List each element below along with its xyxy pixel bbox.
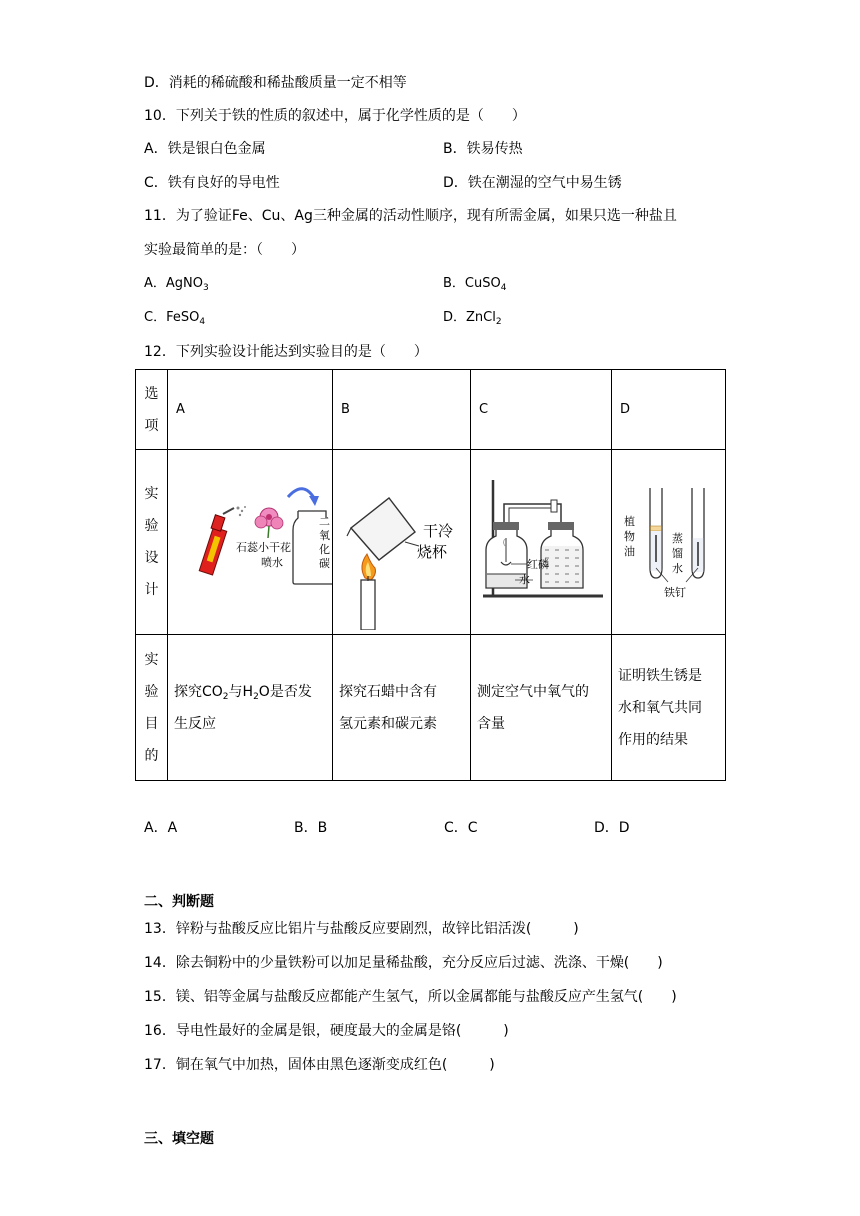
q12-option-a: A．A: [144, 820, 178, 836]
header-c: C: [471, 370, 612, 450]
q12-option-c: C．C: [444, 820, 478, 836]
q10-option-d: D．铁在潮湿的空气中易生锈: [443, 175, 622, 191]
q14-text: 14．除去铜粉中的少量铁粉可以加足量稀盐酸，充分反应后过滤、洗涤、干燥( ): [144, 955, 663, 971]
q10-option-a: A．铁是银白色金属: [144, 141, 266, 157]
q15-text: 15．镁、铝等金属与盐酸反应都能产生氢气，所以金属都能与盐酸反应产生氢气( ): [144, 989, 677, 1005]
q12-option-d: D．D: [594, 820, 630, 836]
svg-text:馏: 馏: [672, 547, 683, 560]
q11-stem-line2: 实验最简单的是：（ ）: [144, 242, 305, 258]
q11-option-a: A．AgNO$_3$: [144, 276, 209, 293]
label-iron-nail: 铁钉: [664, 586, 686, 599]
purpose-b: 探究石蜡中含有 氢元素和碳元素: [333, 635, 471, 781]
header-d: D: [612, 370, 726, 450]
label-spray-water: 喷水: [261, 556, 283, 569]
section-2-heading: 二、判断题: [144, 894, 214, 910]
header-b: B: [333, 370, 471, 450]
q10-option-c: C．铁有良好的导电性: [144, 175, 280, 191]
row-label-design: 实 验 设 计: [136, 450, 168, 635]
design-d-cell: [612, 450, 726, 635]
label-litmus-flower: 石蕊小干花: [236, 541, 291, 554]
label-water: 水: [519, 573, 530, 586]
q9-option-d: D．消耗的稀硫酸和稀盐酸质量一定不相等: [144, 75, 407, 91]
design-b-cell: [333, 450, 471, 635]
q11-stem-line1: 11．为了验证Fe、Cu、Ag三种金属的活动性顺序，现有所需金属，如果只选一种盐且: [144, 208, 677, 224]
svg-text:化: 化: [319, 543, 330, 556]
design-a-cell: [168, 450, 333, 635]
svg-text:二: 二: [319, 515, 330, 528]
section-3-heading: 三、填空题: [144, 1131, 214, 1147]
design-c-cell: [471, 450, 612, 635]
purpose-c: 测定空气中氧气的 含量: [471, 635, 612, 781]
svg-text:油: 油: [624, 545, 635, 558]
design-a-figure: [168, 450, 332, 630]
label-dry-cold: 干冷: [423, 522, 454, 540]
q11-option-d: D．ZnCl$_2$: [443, 310, 502, 327]
row-label-option: 选 项: [136, 370, 168, 450]
q10-option-b: B．铁易传热: [443, 141, 523, 157]
svg-text:物: 物: [624, 530, 635, 543]
label-red-phosphorus: 红磷: [527, 558, 549, 571]
design-c-figure: [471, 450, 611, 630]
q11-option-b: B．CuSO$_4$: [443, 276, 507, 293]
svg-text:蒸: 蒸: [672, 532, 683, 545]
design-b-figure: [333, 450, 470, 630]
q12-experiment-table: [135, 369, 726, 781]
svg-text:植: 植: [624, 515, 635, 528]
label-beaker: 烧杯: [417, 543, 448, 561]
q12-stem: 12．下列实验设计能达到实验目的是（ ）: [144, 344, 428, 360]
q17-text: 17．铜在氧气中加热，固体由黑色逐渐变成红色( ): [144, 1057, 495, 1073]
purpose-d: 证明铁生锈是 水和氧气共同 作用的结果: [612, 635, 726, 781]
purpose-a: 探究$CO_2$与$H_2O$是否发 生反应: [168, 635, 333, 781]
q12-option-b: B．B: [294, 820, 328, 836]
svg-text:水: 水: [672, 562, 683, 575]
svg-text:氧: 氧: [319, 529, 330, 542]
q10-stem: 10．下列关于铁的性质的叙述中，属于化学性质的是（ ）: [144, 108, 526, 124]
q11-option-c: C．FeSO$_4$: [144, 310, 206, 327]
q13-text: 13．锌粉与盐酸反应比铝片与盐酸反应要剧烈，故锌比铝活泼( ): [144, 921, 579, 937]
q16-text: 16．导电性最好的金属是银，硬度最大的金属是铬( ): [144, 1023, 509, 1039]
row-label-purpose: 实 验 目 的: [136, 635, 168, 781]
design-d-figure: [612, 450, 725, 630]
svg-text:碳: 碳: [319, 557, 330, 570]
header-a: A: [168, 370, 333, 450]
